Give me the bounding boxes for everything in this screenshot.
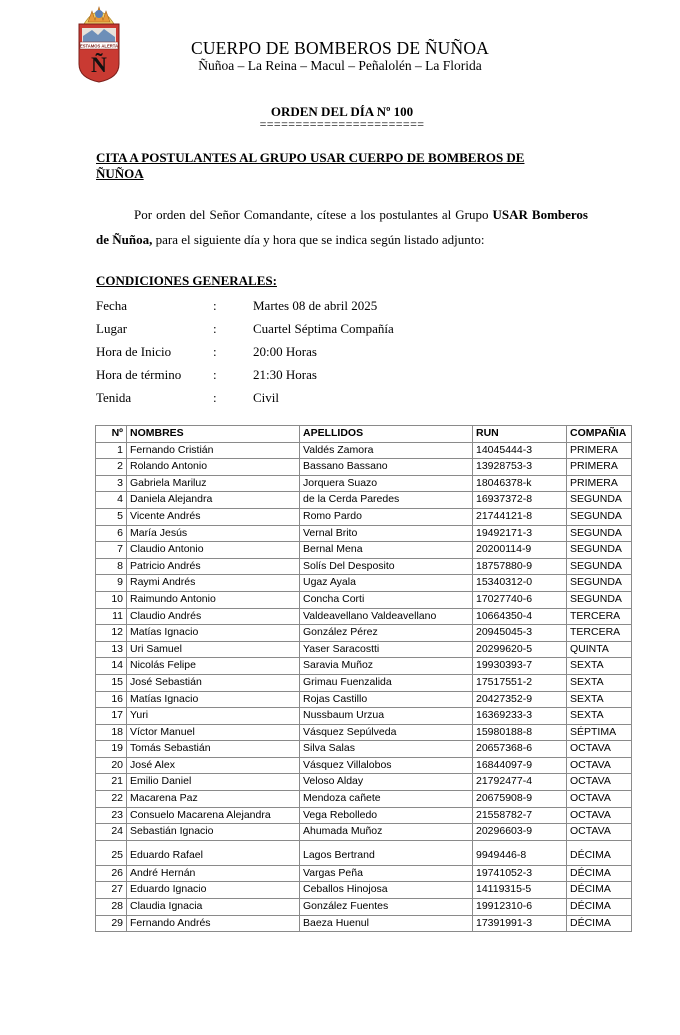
cell-run: 20657368-6: [473, 741, 567, 758]
condition-value: Martes 08 de abril 2025: [253, 298, 378, 313]
cell-company: SEGUNDA: [567, 591, 632, 608]
condition-colon: :: [213, 344, 217, 359]
condition-row-tenida: [96, 386, 496, 409]
cell-company: OCTAVA: [567, 824, 632, 841]
cell-run: 10664350-4: [473, 608, 567, 625]
cell-surnames: Vernal Brito: [300, 525, 473, 542]
cell-names: Claudio Antonio: [127, 542, 300, 559]
cell-company: SEXTA: [567, 658, 632, 675]
cell-number: 1: [96, 442, 127, 459]
cell-number: 29: [96, 915, 127, 932]
conditions-list: [96, 294, 496, 409]
cell-company: SEGUNDA: [567, 525, 632, 542]
cell-company: DÉCIMA: [567, 882, 632, 899]
cell-company: OCTAVA: [567, 807, 632, 824]
cell-names: Matías Ignacio: [127, 625, 300, 642]
cell-names: Claudio Andrés: [127, 608, 300, 625]
cell-company: TERCERA: [567, 625, 632, 642]
cell-company: SEGUNDA: [567, 575, 632, 592]
cell-run: 20299620-5: [473, 641, 567, 658]
cell-number: 10: [96, 591, 127, 608]
cell-company: PRIMERA: [567, 459, 632, 476]
header-names: NOMBRES: [127, 426, 300, 443]
paragraph-text-2: para el siguiente día y hora que se indica según listado adjunto:: [152, 232, 485, 247]
table-row: [96, 691, 632, 708]
table-row: [96, 865, 632, 882]
cell-run: 20296603-9: [473, 824, 567, 841]
cell-company: SEXTA: [567, 674, 632, 691]
cell-names: Matías Ignacio: [127, 691, 300, 708]
cell-number: 3: [96, 475, 127, 492]
condition-colon: :: [213, 298, 217, 313]
cell-number: 25: [96, 840, 127, 865]
cell-surnames: Valdeavellano Valdeavellano: [300, 608, 473, 625]
table-row: [96, 824, 632, 841]
cell-number: 22: [96, 791, 127, 808]
cell-number: 4: [96, 492, 127, 509]
institution-communes: Ñuñoa – La Reina – Macul – Peñalolén – La Florida: [198, 58, 482, 73]
cell-run: 9949446-8: [473, 840, 567, 865]
cell-surnames: Vásquez Sepúlveda: [300, 724, 473, 741]
cell-surnames: Grimau Fuenzalida: [300, 674, 473, 691]
cell-names: Patricio Andrés: [127, 558, 300, 575]
condition-row-lugar: [96, 317, 496, 340]
cell-number: 8: [96, 558, 127, 575]
table-row: [96, 475, 632, 492]
cell-number: 17: [96, 708, 127, 725]
table-row: [96, 741, 632, 758]
table-row: [96, 840, 632, 865]
table-row: [96, 558, 632, 575]
cell-company: DÉCIMA: [567, 915, 632, 932]
cell-number: 13: [96, 641, 127, 658]
cell-number: 12: [96, 625, 127, 642]
cell-company: SEGUNDA: [567, 508, 632, 525]
cell-surnames: Ugaz Ayala: [300, 575, 473, 592]
table-row: [96, 641, 632, 658]
cell-run: 17391991-3: [473, 915, 567, 932]
cell-surnames: Solís Del Desposito: [300, 558, 473, 575]
table-row: [96, 525, 632, 542]
cell-names: Fernando Andrés: [127, 915, 300, 932]
cell-company: SEGUNDA: [567, 492, 632, 509]
cell-names: Claudia Ignacia: [127, 899, 300, 916]
cell-run: 16369233-3: [473, 708, 567, 725]
cell-company: SEXTA: [567, 691, 632, 708]
table-row: [96, 899, 632, 916]
cell-names: Raimundo Antonio: [127, 591, 300, 608]
cell-surnames: Baeza Huenul: [300, 915, 473, 932]
cell-company: PRIMERA: [567, 442, 632, 459]
cell-run: 18757880-9: [473, 558, 567, 575]
cell-surnames: Romo Pardo: [300, 508, 473, 525]
cell-company: PRIMERA: [567, 475, 632, 492]
cell-number: 9: [96, 575, 127, 592]
cell-run: 21558782-7: [473, 807, 567, 824]
header-run: RUN: [473, 426, 567, 443]
cell-names: Uri Samuel: [127, 641, 300, 658]
cell-names: Eduardo Ignacio: [127, 882, 300, 899]
cell-run: 20427352-9: [473, 691, 567, 708]
cell-company: DÉCIMA: [567, 865, 632, 882]
paragraph-text-bold: USAR Bomberos de Ñuñoa,: [96, 207, 588, 247]
table-row: [96, 757, 632, 774]
cell-run: 13928753-3: [473, 459, 567, 476]
cell-run: 14045444-3: [473, 442, 567, 459]
table-row: [96, 575, 632, 592]
cell-number: 11: [96, 608, 127, 625]
cell-number: 18: [96, 724, 127, 741]
cell-names: Fernando Cristián: [127, 442, 300, 459]
crest-letter: Ñ: [91, 52, 107, 77]
table-row: [96, 542, 632, 559]
cell-number: 14: [96, 658, 127, 675]
cell-surnames: Bassano Bassano: [300, 459, 473, 476]
cell-number: 16: [96, 691, 127, 708]
header-number: Nº: [96, 426, 127, 443]
cell-number: 21: [96, 774, 127, 791]
cell-run: 21792477-4: [473, 774, 567, 791]
condition-label: Hora de término: [96, 367, 182, 382]
paragraph-text-1: Por orden del Señor Comandante, cítese a los postulantes al Grupo: [134, 207, 493, 222]
table-row: [96, 442, 632, 459]
table-row: [96, 608, 632, 625]
cell-surnames: Ceballos Hinojosa: [300, 882, 473, 899]
condition-value: 20:00 Horas: [253, 344, 317, 359]
condition-row-hora-inicio: [96, 340, 496, 363]
cell-run: 17517551-2: [473, 674, 567, 691]
table-row: [96, 807, 632, 824]
crest-banner-text: ESTAMOS ALERTA: [79, 43, 119, 49]
cell-run: 20945045-3: [473, 625, 567, 642]
condition-row-hora-termino: [96, 363, 496, 386]
table-row: [96, 459, 632, 476]
cell-surnames: González Fuentes: [300, 899, 473, 916]
cell-company: SEGUNDA: [567, 558, 632, 575]
condition-label: Lugar: [96, 321, 128, 336]
cell-names: Consuelo Macarena Alejandra: [127, 807, 300, 824]
cell-names: Gabriela Mariluz: [127, 475, 300, 492]
table-row: [96, 724, 632, 741]
cell-names: José Sebastián: [127, 674, 300, 691]
crest-crown: [84, 7, 114, 24]
cell-run: 16937372-8: [473, 492, 567, 509]
institution-title: CUERPO DE BOMBEROS DE ÑUÑOA: [190, 38, 490, 58]
cell-company: SÉPTIMA: [567, 724, 632, 741]
cell-names: Víctor Manuel: [127, 724, 300, 741]
table-row: [96, 674, 632, 691]
cell-run: 19930393-7: [473, 658, 567, 675]
cell-surnames: Silva Salas: [300, 741, 473, 758]
cell-company: OCTAVA: [567, 741, 632, 758]
cell-company: QUINTA: [567, 641, 632, 658]
header-company: COMPAÑIA: [567, 426, 632, 443]
cell-surnames: Valdés Zamora: [300, 442, 473, 459]
cell-surnames: Lagos Bertrand: [300, 840, 473, 865]
cell-number: 26: [96, 865, 127, 882]
cell-names: Daniela Alejandra: [127, 492, 300, 509]
cell-company: DÉCIMA: [567, 899, 632, 916]
applicants-table: [95, 425, 632, 932]
cell-company: OCTAVA: [567, 757, 632, 774]
cell-number: 20: [96, 757, 127, 774]
condition-row-fecha: [96, 294, 496, 317]
cell-names: María Jesús: [127, 525, 300, 542]
cell-surnames: Ahumada Muñoz: [300, 824, 473, 841]
cell-number: 5: [96, 508, 127, 525]
cell-number: 15: [96, 674, 127, 691]
header-surnames: APELLIDOS: [300, 426, 473, 443]
cell-number: 28: [96, 899, 127, 916]
cell-names: André Hernán: [127, 865, 300, 882]
cell-surnames: Mendoza cañete: [300, 791, 473, 808]
cell-names: Macarena Paz: [127, 791, 300, 808]
cell-names: Yuri: [127, 708, 300, 725]
table-row: [96, 625, 632, 642]
cell-company: OCTAVA: [567, 791, 632, 808]
condition-label: Tenida: [96, 390, 132, 405]
cell-run: 19741052-3: [473, 865, 567, 882]
cell-surnames: Vargas Peña: [300, 865, 473, 882]
condition-colon: :: [213, 367, 217, 382]
cell-number: 23: [96, 807, 127, 824]
cell-names: Tomás Sebastián: [127, 741, 300, 758]
cell-surnames: Veloso Alday: [300, 774, 473, 791]
cell-names: Raymi Andrés: [127, 575, 300, 592]
cell-names: Vicente Andrés: [127, 508, 300, 525]
cell-number: 6: [96, 525, 127, 542]
cell-surnames: de la Cerda Paredes: [300, 492, 473, 509]
cell-names: Eduardo Rafael: [127, 840, 300, 865]
cell-number: 19: [96, 741, 127, 758]
condition-label: Fecha: [96, 298, 128, 313]
cell-run: 20200114-9: [473, 542, 567, 559]
cell-run: 14119315-5: [473, 882, 567, 899]
cell-names: Rolando Antonio: [127, 459, 300, 476]
cell-company: OCTAVA: [567, 774, 632, 791]
condition-colon: :: [213, 321, 217, 336]
table-row: [96, 915, 632, 932]
table-row: [96, 791, 632, 808]
cell-run: 21744121-8: [473, 508, 567, 525]
cell-number: 2: [96, 459, 127, 476]
cell-number: 7: [96, 542, 127, 559]
cell-run: 15980188-8: [473, 724, 567, 741]
condition-value: 21:30 Horas: [253, 367, 317, 382]
cell-names: Nicolás Felipe: [127, 658, 300, 675]
cell-surnames: Bernal Mena: [300, 542, 473, 559]
cell-surnames: Jorquera Suazo: [300, 475, 473, 492]
cell-run: 20675908-9: [473, 791, 567, 808]
condition-value: Civil: [253, 390, 280, 405]
table-header-row: [96, 426, 632, 443]
summons-paragraph: [96, 202, 588, 252]
cell-surnames: Rojas Castillo: [300, 691, 473, 708]
cell-names: Sebastián Ignacio: [127, 824, 300, 841]
cell-run: 18046378-k: [473, 475, 567, 492]
cell-company: SEGUNDA: [567, 542, 632, 559]
condition-colon: :: [213, 390, 217, 405]
cell-number: 27: [96, 882, 127, 899]
general-conditions-title: CONDICIONES GENERALES:: [96, 273, 277, 288]
order-separator: =======================: [259, 117, 425, 131]
table-row: [96, 882, 632, 899]
cell-run: 19912310-6: [473, 899, 567, 916]
cell-surnames: Saravia Muñoz: [300, 658, 473, 675]
table-row: [96, 658, 632, 675]
cell-surnames: Vega Rebolledo: [300, 807, 473, 824]
cell-surnames: Vásquez Villalobos: [300, 757, 473, 774]
cell-company: DÉCIMA: [567, 840, 632, 865]
table-row: [96, 492, 632, 509]
cell-surnames: Concha Corti: [300, 591, 473, 608]
table-row: [96, 508, 632, 525]
cell-surnames: Nussbaum Urzua: [300, 708, 473, 725]
cell-names: Emilio Daniel: [127, 774, 300, 791]
table-row: [96, 591, 632, 608]
cell-run: 15340312-0: [473, 575, 567, 592]
cell-run: 19492171-3: [473, 525, 567, 542]
cell-run: 17027740-6: [473, 591, 567, 608]
cell-surnames: Yaser Saracostti: [300, 641, 473, 658]
table-row: [96, 774, 632, 791]
cell-names: José Alex: [127, 757, 300, 774]
order-title: ORDEN DEL DÍA Nº 100: [270, 104, 414, 119]
summons-title: CITA A POSTULANTES AL GRUPO USAR CUERPO DE BOMBEROS DE ÑUÑOA: [96, 150, 525, 181]
table-row: [96, 708, 632, 725]
cell-number: 24: [96, 824, 127, 841]
condition-label: Hora de Inicio: [96, 344, 172, 359]
cell-run: 16844097-9: [473, 757, 567, 774]
condition-value: Cuartel Séptima Compañía: [253, 321, 394, 336]
cell-company: SEXTA: [567, 708, 632, 725]
cell-company: TERCERA: [567, 608, 632, 625]
cell-surnames: González Pérez: [300, 625, 473, 642]
fire-department-crest-logo: [74, 2, 124, 84]
